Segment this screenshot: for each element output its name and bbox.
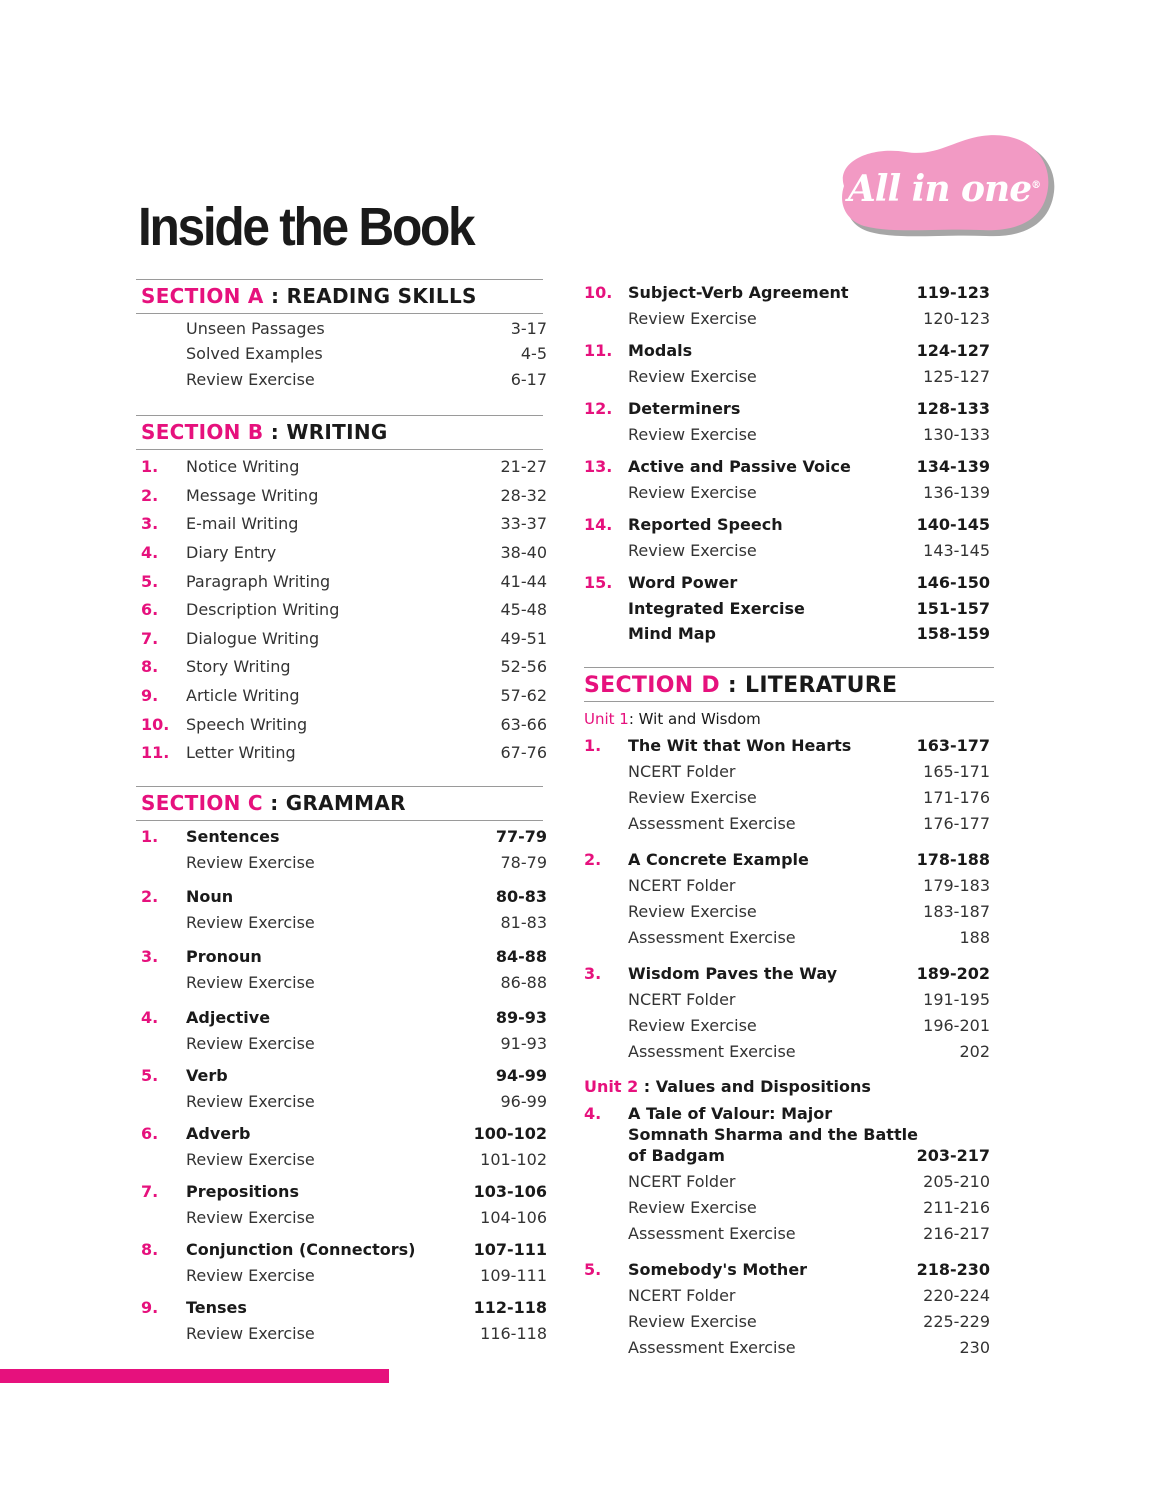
toc-entry[interactable]: NCERT Folder 165-171 bbox=[628, 762, 990, 781]
toc-entry[interactable]: Solved Examples 4-5 bbox=[186, 344, 547, 363]
toc-chapter[interactable]: 1. Sentences 77-79 bbox=[141, 827, 547, 846]
toc-chapter[interactable]: 5. Verb 94-99 bbox=[141, 1066, 547, 1085]
section-c-heading: SECTION C : GRAMMAR bbox=[136, 786, 543, 821]
toc-entry[interactable]: NCERT Folder 205-210 bbox=[628, 1172, 990, 1191]
toc-entry[interactable]: Review Exercise 96-99 bbox=[186, 1092, 547, 1111]
toc-entry[interactable]: 3. E-mail Writing 33-37 bbox=[141, 514, 547, 533]
toc-entry[interactable]: NCERT Folder 191-195 bbox=[628, 990, 990, 1009]
toc-chapter[interactable]: 4. A Tale of Valour: Major Somnath Sharma and the Battle of Badgam 203-217 bbox=[584, 1104, 990, 1165]
toc-entry[interactable]: Review Exercise 183-187 bbox=[628, 902, 990, 921]
toc-entry[interactable]: Unseen Passages 3-17 bbox=[186, 319, 547, 338]
toc-chapter[interactable]: 8. Conjunction (Connectors) 107-111 bbox=[141, 1240, 547, 1259]
toc-entry[interactable]: Assessment Exercise 202 bbox=[628, 1042, 990, 1061]
toc-entry[interactable]: 5. Paragraph Writing 41-44 bbox=[141, 572, 547, 591]
toc-entry[interactable]: Review Exercise 120-123 bbox=[628, 309, 990, 328]
toc-chapter[interactable]: 2. Noun 80-83 bbox=[141, 887, 547, 906]
toc-chapter[interactable]: 10. Subject-Verb Agreement 119-123 bbox=[584, 283, 990, 302]
toc-chapter[interactable]: 4. Adjective 89-93 bbox=[141, 1008, 547, 1027]
toc-entry[interactable]: Review Exercise 6-17 bbox=[186, 370, 547, 389]
section-d-heading: SECTION D : LITERATURE bbox=[584, 667, 994, 702]
toc-chapter[interactable]: 14. Reported Speech 140-145 bbox=[584, 515, 990, 534]
toc-chapter[interactable]: 15. Word Power 146-150 bbox=[584, 573, 990, 592]
decorative-accent-bar bbox=[0, 1369, 389, 1383]
toc-chapter[interactable]: 2. A Concrete Example 178-188 bbox=[584, 850, 990, 869]
toc-entry[interactable]: Review Exercise 211-216 bbox=[628, 1198, 990, 1217]
brand-logo bbox=[836, 132, 1058, 242]
toc-entry[interactable]: Review Exercise 143-145 bbox=[628, 541, 990, 560]
toc-entry[interactable]: Review Exercise 171-176 bbox=[628, 788, 990, 807]
toc-entry[interactable]: Review Exercise 136-139 bbox=[628, 483, 990, 502]
toc-entry[interactable]: 7. Dialogue Writing 49-51 bbox=[141, 629, 547, 648]
page-title: Inside the Book bbox=[138, 197, 474, 257]
toc-chapter[interactable]: 1. The Wit that Won Hearts 163-177 bbox=[584, 736, 990, 755]
toc-entry[interactable]: Review Exercise 116-118 bbox=[186, 1324, 547, 1343]
toc-entry[interactable]: Review Exercise 196-201 bbox=[628, 1016, 990, 1035]
toc-entry[interactable]: 2. Message Writing 28-32 bbox=[141, 486, 547, 505]
toc-entry[interactable]: Review Exercise 86-88 bbox=[186, 973, 547, 992]
unit-heading: Unit 1: Wit and Wisdom bbox=[584, 710, 761, 728]
toc-chapter[interactable]: 7. Prepositions 103-106 bbox=[141, 1182, 547, 1201]
toc-chapter[interactable]: 12. Determiners 128-133 bbox=[584, 399, 990, 418]
unit-heading: Unit 2 : Values and Dispositions bbox=[584, 1077, 871, 1096]
toc-entry[interactable]: Assessment Exercise 176-177 bbox=[628, 814, 990, 833]
toc-entry[interactable]: Review Exercise 78-79 bbox=[186, 853, 547, 872]
toc-entry[interactable]: 6. Description Writing 45-48 bbox=[141, 600, 547, 619]
toc-chapter[interactable]: 13. Active and Passive Voice 134-139 bbox=[584, 457, 990, 476]
toc-entry[interactable]: 11. Letter Writing 67-76 bbox=[141, 743, 547, 762]
toc-entry[interactable]: 10. Speech Writing 63-66 bbox=[141, 715, 547, 734]
toc-entry[interactable]: NCERT Folder 179-183 bbox=[628, 876, 990, 895]
toc-entry[interactable]: 9. Article Writing 57-62 bbox=[141, 686, 547, 705]
toc-entry[interactable]: Assessment Exercise 230 bbox=[628, 1338, 990, 1357]
logo-text: All in one® bbox=[847, 168, 1041, 210]
section-a-heading: SECTION A : READING SKILLS bbox=[136, 279, 543, 314]
toc-entry[interactable]: 1. Notice Writing 21-27 bbox=[141, 457, 547, 476]
section-b-heading: SECTION B : WRITING bbox=[136, 415, 543, 450]
toc-chapter[interactable]: 9. Tenses 112-118 bbox=[141, 1298, 547, 1317]
toc-entry[interactable]: Review Exercise 91-93 bbox=[186, 1034, 547, 1053]
toc-chapter[interactable]: 11. Modals 124-127 bbox=[584, 341, 990, 360]
toc-chapter[interactable]: 5. Somebody's Mother 218-230 bbox=[584, 1260, 990, 1279]
toc-entry[interactable]: Review Exercise 104-106 bbox=[186, 1208, 547, 1227]
toc-entry[interactable]: Assessment Exercise 188 bbox=[628, 928, 990, 947]
toc-entry[interactable]: Review Exercise 109-111 bbox=[186, 1266, 547, 1285]
toc-entry[interactable]: 8. Story Writing 52-56 bbox=[141, 657, 547, 676]
toc-chapter[interactable]: 3. Wisdom Paves the Way 189-202 bbox=[584, 964, 990, 983]
toc-entry[interactable]: Review Exercise 81-83 bbox=[186, 913, 547, 932]
toc-entry[interactable]: Review Exercise 101-102 bbox=[186, 1150, 547, 1169]
toc-entry[interactable]: Review Exercise 125-127 bbox=[628, 367, 990, 386]
toc-entry[interactable]: Review Exercise 130-133 bbox=[628, 425, 990, 444]
toc-entry[interactable]: Review Exercise 225-229 bbox=[628, 1312, 990, 1331]
toc-entry[interactable]: 4. Diary Entry 38-40 bbox=[141, 543, 547, 562]
toc-entry[interactable]: NCERT Folder 220-224 bbox=[628, 1286, 990, 1305]
toc-chapter[interactable]: 3. Pronoun 84-88 bbox=[141, 947, 547, 966]
toc-entry[interactable]: Assessment Exercise 216-217 bbox=[628, 1224, 990, 1243]
toc-chapter[interactable]: 6. Adverb 100-102 bbox=[141, 1124, 547, 1143]
toc-entry[interactable]: Integrated Exercise 151-157 bbox=[628, 599, 990, 618]
toc-entry[interactable]: Mind Map 158-159 bbox=[628, 624, 990, 643]
